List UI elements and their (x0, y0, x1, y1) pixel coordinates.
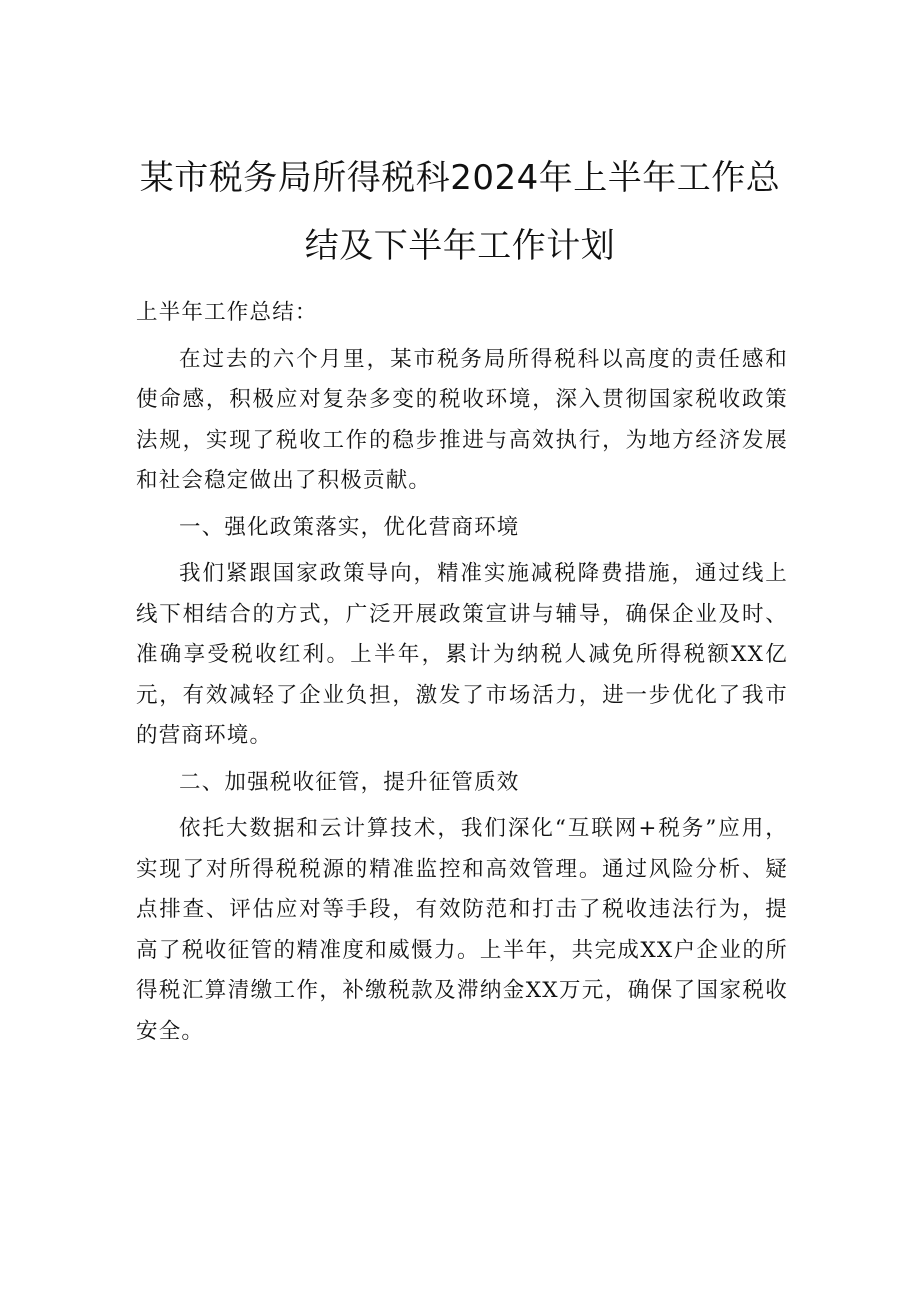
document-title-line-1: 某市税务局所得税科2024年上半年工作总 (139, 158, 781, 198)
paragraph-policy: 我们紧跟国家政策导向，精准实施减税降费措施，通过线上线下相结合的方式，广泛开展政策宣讲与辅导，确保企业及时、准确享受税收红利。上半年，累计为纳税人减免所得税额XX亿元，有效减轻了企业负担，激发了市场活力，进一步优化了我市的营商环境。 (136, 561, 788, 748)
section-heading: 上半年工作总结： (136, 300, 318, 325)
document-title-line-2: 结及下半年工作计划 (304, 226, 616, 266)
paragraph-collection: 依托大数据和云计算技术，我们深化“互联网+税务”应用，实现了对所得税税源的精准监控和高效管理。通过风险分析、疑点排查、评估应对等手段，有效防范和打击了税收违法行为，提高了税收征管的精准度和威慑力。上半年，共完成XX户企业的所得税汇算清缴工作，补缴税款及滞纳金XX万元，确保了国家税收安全。 (136, 816, 788, 1044)
subheading-policy: 一、强化政策落实，优化营商环境 (179, 514, 520, 540)
document-body (136, 293, 788, 1052)
paragraph-intro: 在过去的六个月里，某市税务局所得税科以高度的责任感和使命感，积极应对复杂多变的税收环境，深入贯彻国家税收政策法规，实现了税收工作的稳步推进与高效执行，为地方经济发展和社会稳定做出了积极贡献。 (136, 346, 788, 493)
subheading-collection: 二、加强税收征管，提升征管质效 (179, 769, 520, 795)
